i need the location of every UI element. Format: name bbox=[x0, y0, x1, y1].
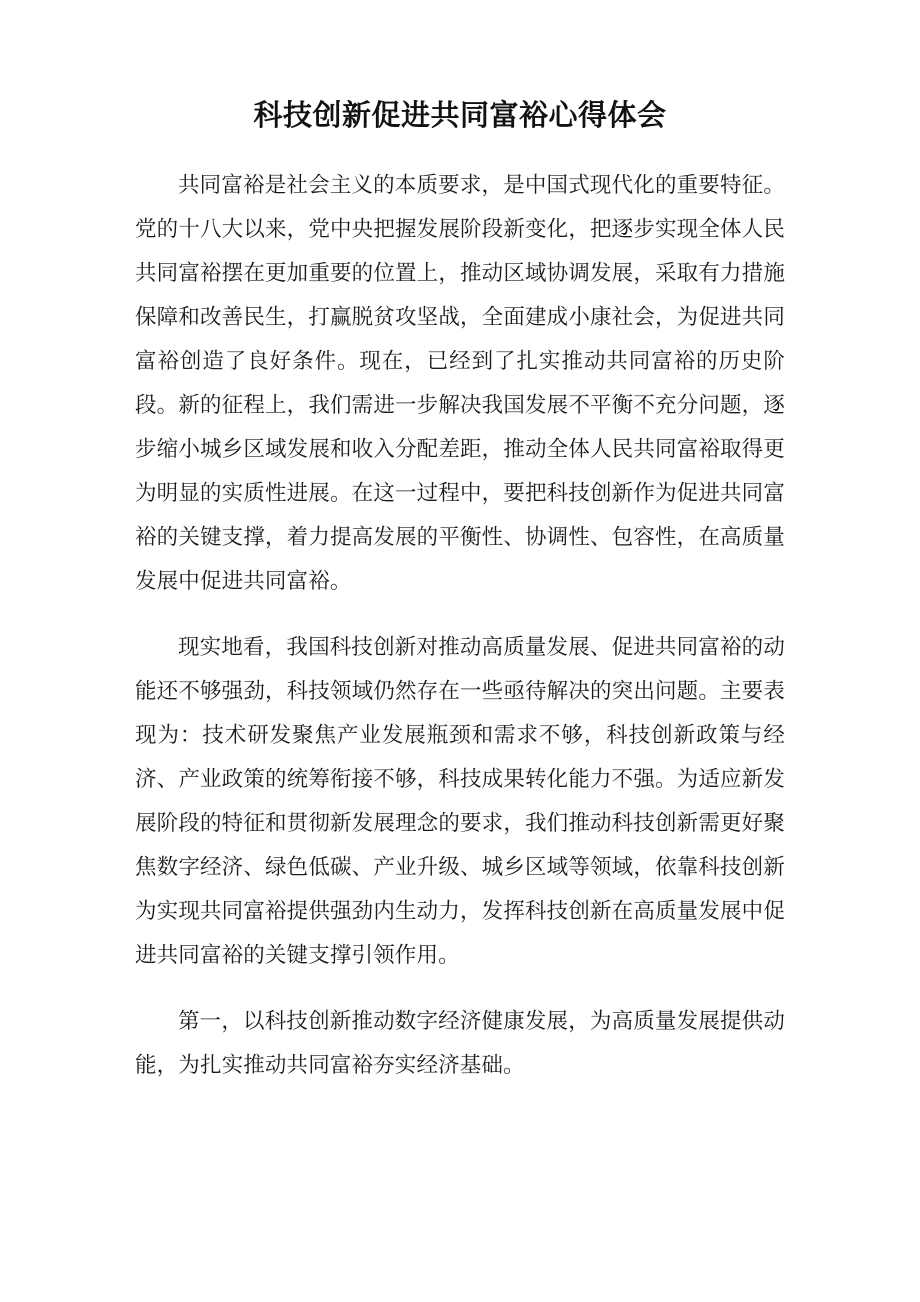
body-paragraph: 第一，以科技创新推动数字经济健康发展，为高质量发展提供动能，为扎实推动共同富裕夯实经济基础。 bbox=[135, 1009, 785, 1078]
document-body bbox=[135, 0, 785, 1087]
body-paragraph: 共同富裕是社会主义的本质要求，是中国式现代化的重要特征。党的十八大以来，党中央把握发展阶段新变化，把逐步实现全体人民共同富裕摆在更加重要的位置上，推动区域协调发展，采取有力措施保障和改善民生，打赢脱贫攻坚战，全面建成小康社会，为促进共同富裕创造了良好条件。现在，已经到了扎实推动共同富裕的历史阶段。新的征程上，我们需进一步解决我国发展不平衡不充分问题，逐步缩小城乡区域发展和收入分配差距，推动全体人民共同富裕取得更为明显的实质性进展。在这一过程中，要把科技创新作为促进共同富裕的关键支撑，着力提高发展的平衡性、协调性、包容性，在高质量发展中促进共同富裕。 bbox=[135, 173, 785, 594]
body-paragraph: 现实地看，我国科技创新对推动高质量发展、促进共同富裕的动能还不够强劲，科技领域仍然存在一些亟待解决的突出问题。主要表现为：技术研发聚焦产业发展瓶颈和需求不够，科技创新政策与经济、产业政策的统筹衔接不够，科技成果转化能力不强。为适应新发展阶段的特征和贯彻新发展理念的要求，我们推动科技创新需更好聚焦数字经济、绿色低碳、产业升级、城乡区域等领域，依靠科技创新为实现共同富裕提供强劲内生动力，发挥科技创新在高质量发展中促进共同富裕的关键支撑引领作用。 bbox=[135, 635, 785, 968]
document-content bbox=[135, 134, 785, 1087]
page-title: 科技创新促进共同富裕心得体会 bbox=[253, 100, 667, 132]
